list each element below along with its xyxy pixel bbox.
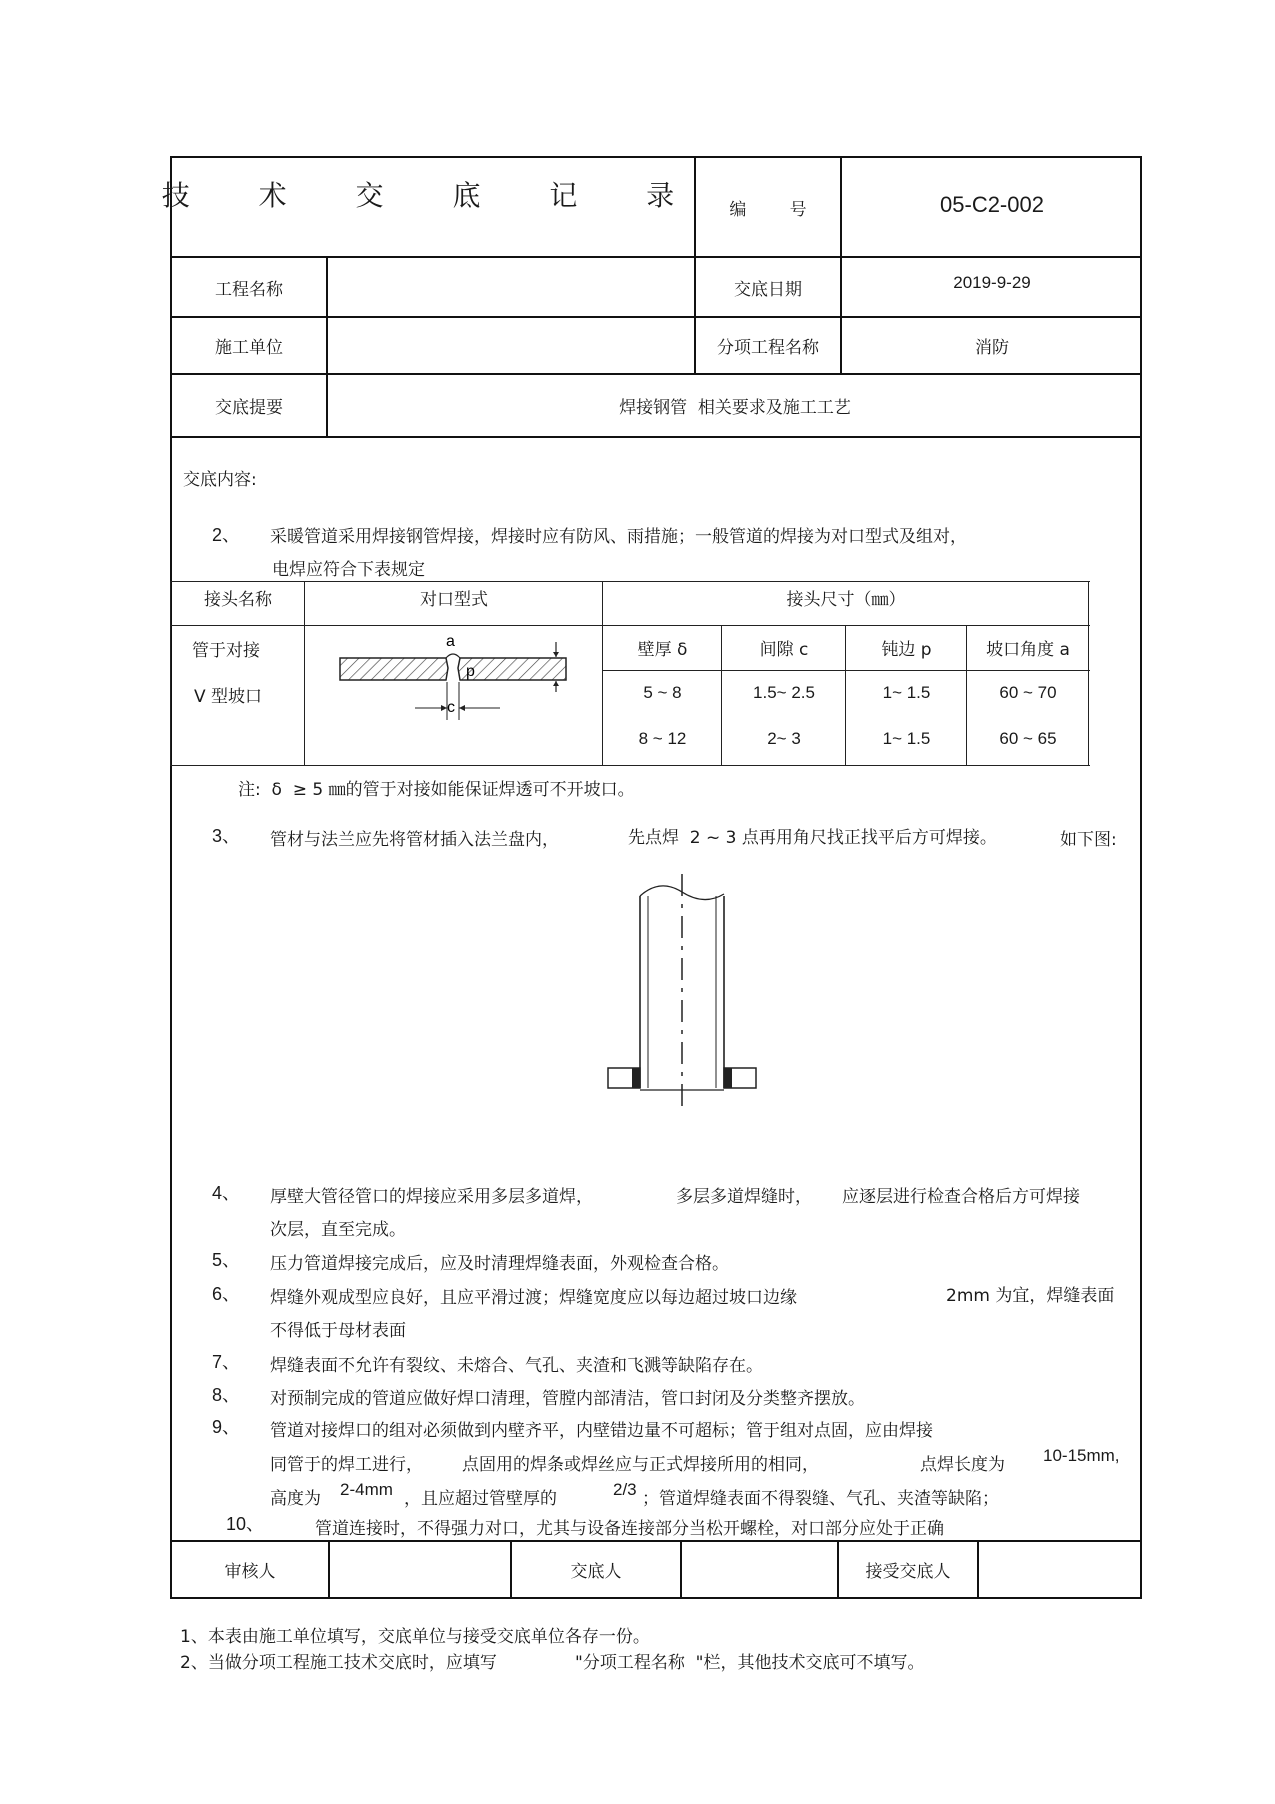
item9-line3e: ；管道焊缝表面不得裂缝、气孔、夹渣等缺陷；: [642, 1489, 999, 1509]
item3-part2: 先点焊 2 ~ 3 点再用角尺找正找平后方可焊接。: [628, 828, 997, 848]
page-title: 技 术 交 底 记 录: [161, 179, 705, 212]
left-plate: [340, 658, 448, 680]
date-label: 交底日期: [734, 279, 802, 300]
row1-blunt: 1~ 1.5: [882, 683, 931, 702]
item8-text: 对预制完成的管道应做好焊口清理，管膛内部清洁，管口封闭及分类整齐摆放。: [270, 1389, 865, 1409]
joint-name-line2: V 型坡口: [194, 687, 263, 707]
item4-line2: 次层，直至完成。: [270, 1220, 406, 1240]
row1-angle: 60 ~ 70: [999, 683, 1057, 702]
item-number: 5、: [211, 1250, 240, 1270]
item4-part2: 多层多道焊缝时，: [676, 1187, 812, 1207]
item9-line2a: 同管于的焊工进行，: [270, 1455, 423, 1475]
item7-text: 焊缝表面不允许有裂纹、未熔合、气孔、夹渣和飞溅等缺陷存在。: [270, 1356, 763, 1376]
item9-line3d: 2/3: [613, 1480, 637, 1499]
th-joint-name: 接头名称: [204, 589, 272, 610]
summary-label: 交底提要: [215, 398, 283, 418]
item3-part1: 管材与法兰应先将管材插入法兰盘内，: [270, 830, 559, 850]
reviewer-label: 审核人: [224, 1562, 276, 1582]
item-number: 6、: [211, 1284, 240, 1304]
footnote-2b: "分项工程名称 "栏，其他技术交底可不填写。: [575, 1653, 925, 1673]
subproject-value: 消防: [975, 338, 1009, 358]
content-heading: 交底内容:: [183, 470, 257, 490]
item9-line1: 管道对接焊口的组对必须做到内壁齐平，内壁错边量不可超标；管于组对点固，应由焊接: [270, 1421, 933, 1441]
item-number: 9、: [211, 1417, 240, 1437]
item10-text: 管道连接时，不得强力对口，尤其与设备连接部分当松开螺栓，对口部分应处于正确: [315, 1519, 944, 1539]
project-name-value: [328, 258, 694, 316]
th-angle: 坡口角度 a: [986, 639, 1070, 660]
row1-gap: 1.5~ 2.5: [753, 683, 815, 702]
table-rule: [966, 625, 967, 765]
butt-joint-diagram: [330, 630, 590, 730]
project-name-label: 工程名称: [215, 279, 283, 300]
item6-line2: 不得低于母材表面: [270, 1321, 406, 1341]
subproject-label: 分项工程名称: [717, 338, 819, 358]
item-number: 7、: [211, 1352, 240, 1372]
item-number: 8、: [211, 1385, 240, 1405]
item9-line3b: 2-4mm: [340, 1480, 393, 1499]
th-joint-size: 接头尺寸（㎜）: [786, 589, 906, 610]
table-rule: [304, 581, 305, 765]
item4-part3: 应逐层进行检查合格后方可焊接: [842, 1187, 1080, 1207]
label-p: p: [466, 663, 475, 680]
label-a: a: [446, 633, 455, 650]
number-value: 05-C2-002: [940, 192, 1044, 217]
discloser-label: 交底人: [570, 1562, 622, 1582]
table-rule: [845, 625, 846, 765]
row2-angle: 60 ~ 65: [999, 729, 1057, 748]
th-blunt: 钝边 p: [881, 639, 932, 660]
row2-wall: 8 ~ 12: [638, 729, 687, 748]
item9-line2c: 点焊长度为: [920, 1455, 1005, 1475]
unit-label: 施工单位: [215, 338, 283, 358]
number-label: 编 号: [729, 199, 807, 220]
unit-value: [328, 318, 694, 373]
th-wall: 壁厚 δ: [637, 639, 688, 660]
table-rule: [170, 765, 1090, 766]
item6-part1: 焊缝外观成型应良好，且应平滑过渡；焊缝宽度应以每边超过坡口边缘: [270, 1288, 797, 1308]
table-rule: [602, 670, 1090, 671]
th-gap: 间隙 c: [759, 639, 809, 660]
item-number: 4、: [211, 1183, 240, 1203]
item2-line1: 采暖管道采用焊接钢管焊接，焊接时应有防风、雨措施；一般管道的焊接为对口型式及组对，: [270, 527, 967, 547]
table-rule: [1088, 581, 1089, 765]
table-rule: [170, 581, 171, 765]
table-note: 注: δ ≥ 5 ㎜的管于对接如能保证焊透可不开坡口。: [238, 780, 635, 800]
col-divider: [680, 1540, 682, 1599]
col-divider: [977, 1540, 979, 1599]
receiver-label: 接受交底人: [865, 1562, 951, 1582]
joint-name-line1: 管于对接: [192, 641, 260, 661]
item-number: 3、: [211, 826, 240, 846]
row2-blunt: 1~ 1.5: [882, 729, 931, 748]
footnote-2a: 2、当做分项工程施工技术交底时，应填写: [180, 1653, 497, 1673]
item5-text: 压力管道焊接完成后，应及时清理焊缝表面，外观检查合格。: [270, 1254, 729, 1274]
table-rule: [170, 625, 1090, 626]
item4-part1: 厚壁大管径管口的焊接应采用多层多道焊，: [270, 1187, 593, 1207]
item9-line2d: 10-15mm,: [1043, 1446, 1120, 1465]
item-number: 2、: [211, 525, 240, 545]
col-divider: [328, 1540, 330, 1599]
summary-value: 焊接钢管 相关要求及施工工艺: [619, 398, 851, 418]
table-rule: [602, 581, 603, 765]
row1-wall: 5 ~ 8: [643, 683, 682, 702]
footnote-1: 1、本表由施工单位填写，交底单位与接受交底单位各存一份。: [180, 1627, 650, 1647]
pipe-flange-diagram: [590, 868, 800, 1118]
item3-part3: 如下图:: [1060, 830, 1117, 850]
th-joint-form: 对口型式: [420, 589, 488, 610]
date-value: 2019-9-29: [953, 273, 1031, 292]
item2-line2: 电焊应符合下表规定: [272, 560, 425, 580]
row2-gap: 2~ 3: [767, 729, 801, 748]
label-c: c: [447, 699, 455, 716]
item6-part2: 2mm 为宜，焊缝表面: [946, 1286, 1115, 1306]
row-divider: [170, 436, 1142, 438]
item9-line2b: 点固用的焊条或焊丝应与正式焊接所用的相同，: [462, 1455, 819, 1475]
item9-line3a: 高度为: [270, 1489, 321, 1509]
item9-line3c: ，且应超过管壁厚的: [404, 1489, 557, 1509]
item-number: 10、: [225, 1514, 264, 1534]
table-rule: [721, 625, 722, 765]
